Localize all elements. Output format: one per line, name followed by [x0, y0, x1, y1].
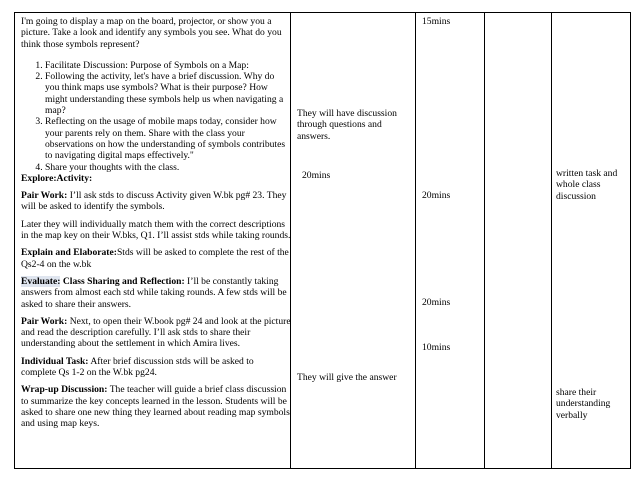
- list-item: 3. Reflecting on the usage of mobile maps today, consider how your parents rely on them. Share with the class your observations on how the understanding of symbols contributes to navigating digital maps effectively.": [45, 116, 291, 161]
- explain-label: Explain and Elaborate:: [21, 247, 117, 259]
- pairwork-label: Pair Work:: [21, 190, 68, 202]
- activities-column: [21, 16, 291, 430]
- list-item: 2. Following the activity, let's have a brief discussion. Why do you think maps use symbols? What is their purpose? How might understanding these symbols help us when navigating a map?: [45, 71, 291, 116]
- list-item: 4. Share your thoughts with the class.: [45, 162, 291, 173]
- time-20a: 20mins: [422, 190, 451, 201]
- assessment-written: written task and whole class discussion: [556, 168, 618, 202]
- time-10: 10mins: [422, 342, 451, 353]
- discussion-response: They will have discussion through questions and answers.: [297, 108, 397, 142]
- time-20b: 20mins: [422, 297, 451, 308]
- individual-paragraph: [21, 356, 291, 379]
- pairwork-text: I’ll ask stds to discuss Activity given W.bk pg# 23. They will be asked to identify the symbols.: [21, 190, 287, 213]
- individual-text: After brief discussion stds will be asked to complete Qs 1-2 on the W.bk pg24.: [21, 355, 254, 379]
- wrapup-text: The teacher will guide a brief class discussion to summarize the key concepts learned in the lesson. Students will be asked to share one new thing they learned about reading map symbols and using map keys.: [21, 384, 290, 430]
- wrapup-paragraph: [21, 384, 291, 429]
- explain-paragraph: [21, 247, 291, 270]
- evaluate-label: Evaluate:: [21, 275, 61, 287]
- evaluate-text: I’ll be constantly taking answers from almost each std while taking rounds. A few stds will be asked to share their answers.: [21, 275, 287, 310]
- column-divider: [415, 13, 416, 468]
- explain-text: Stds will be asked to complete the rest of the Qs2-4 on the w.bk: [21, 247, 289, 270]
- column-divider: [551, 13, 552, 468]
- individual-label: Individual Task:: [21, 355, 89, 367]
- pairwork2-text: Next, to open their W.book pg# 24 and look at the picture and read the description carefully. I’ll ask stds to share their understanding about the settlement in which Amira lives.: [21, 315, 291, 350]
- answer-response: They will give the answer: [297, 372, 397, 383]
- discussion-list: [21, 60, 291, 173]
- intro-text: I'm going to display a map on the board, projector, or show you a picture. Take a look and identify any symbols you see. What do you think those symbols represent?: [21, 16, 282, 50]
- assessment-share: share their understanding verbally: [556, 387, 611, 421]
- lesson-plan-table: [14, 12, 631, 469]
- pairwork-paragraph: [21, 190, 291, 213]
- discussion-time: 20mins: [302, 170, 331, 181]
- evaluate-sublabel: Class Sharing and Reflection:: [60, 275, 185, 287]
- pairwork2-label: Pair Work:: [21, 315, 68, 327]
- evaluate-paragraph: [21, 276, 291, 310]
- time-15: 15mins: [422, 16, 451, 27]
- pairwork2-paragraph: [21, 316, 291, 350]
- explore-heading: Explore:Activity:: [21, 172, 93, 184]
- later-paragraph: Later they will individually match them with the correct descriptions in the map key on their W.bks, Q1. I’ll assist stds while taking rounds.: [21, 218, 291, 242]
- list-item: 1. Facilitate Discussion: Purpose of Symbols on a Map:: [45, 60, 291, 71]
- wrapup-label: Wrap-up Discussion:: [21, 384, 108, 396]
- column-divider: [484, 13, 485, 468]
